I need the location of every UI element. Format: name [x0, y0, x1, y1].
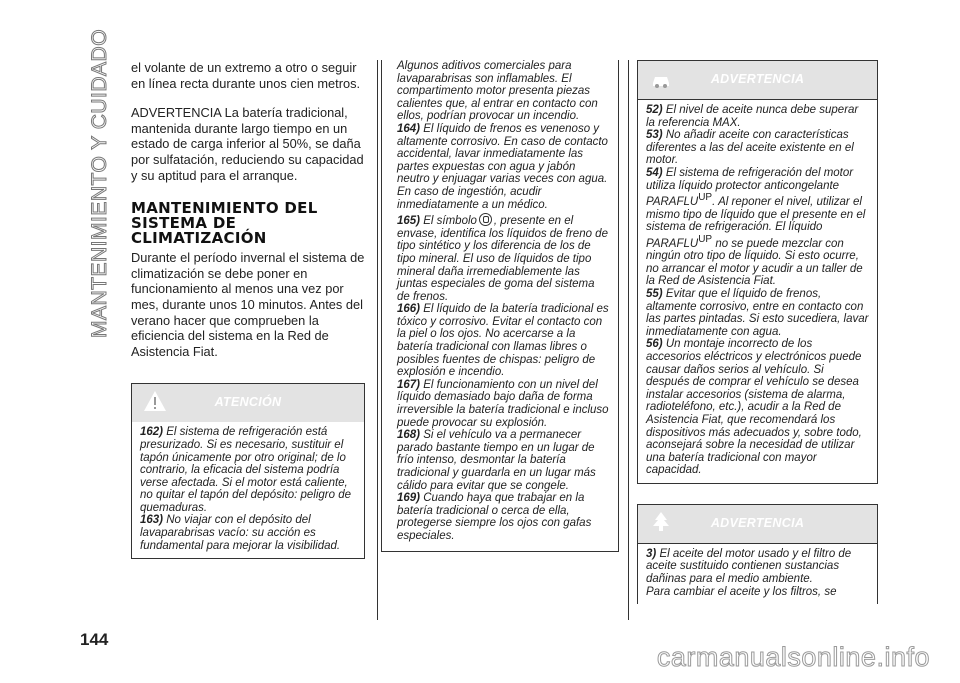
note-text: El sistema de refrigeración del motor utiliza líquido protector anticongelante PARAFLU [646, 166, 854, 208]
advertencia-env-box [637, 504, 878, 604]
advertencia-env-body [638, 544, 877, 604]
note-number: 163) [140, 514, 164, 527]
note-text: El aceite del motor usado y el filtro de aceite sustituido contienen sustancias dañinas para el medio ambiente. [646, 547, 852, 586]
atencion-title: ATENCIÓN [214, 395, 282, 410]
superscript: UP [698, 233, 713, 245]
note-number: 169) [397, 492, 421, 505]
note-text: . Al reponer el nivel, utilizar el mismo tipo de líquido que el presente en el sistema de refrigeración. El líquido PARAFLU [646, 195, 866, 250]
note-number: 165) [397, 215, 421, 228]
section-heading: MANTENIMIENTO DEL SISTEMA DE CLIMATIZACIÓN [131, 199, 318, 248]
note-number: 164) [397, 122, 421, 135]
note-number: 168) [397, 429, 421, 442]
note-text: El símbolo [423, 215, 477, 228]
note-text: Cuando haya que trabajar en la batería tradicional o cerca de ella, protegerse siempre los ojos con gafas especiales. [397, 492, 592, 542]
paragraph-battery-warning: ADVERTENCIA La batería tradicional, mantenida durante largo tiempo en un estado de carga inferior al 50%, se daña por sulfatación, reduciendo su capacidad y su aptitud para el arranque. [131, 105, 364, 183]
note-text: Algunos aditivos comerciales para lavaparabrisas son inflamables. El compartimento motor presenta piezas calientes que, al entrar en contacto con ellos, podrían provocar un incendio. [397, 60, 598, 123]
atencion-box [131, 383, 365, 559]
note-text: Evitar que el líquido de frenos, altamente corrosivo, entre en contacto con las partes pintadas. Si esto sucediera, lavar inmediatamente con agua. [646, 287, 869, 338]
note-number: 52) [646, 104, 663, 116]
note-text: No viajar con el depósito del lavaparabrisas vacío: su acción es fundamental para mejorar la visibilidad. [140, 514, 341, 552]
brake-fluid-symbol-icon [479, 213, 492, 226]
advertencia-env-title: ADVERTENCIA [710, 515, 805, 530]
warnings-continued-box [381, 60, 619, 552]
atencion-body [132, 422, 364, 558]
note-text: no se puede mezclar con ningún otro tipo de líquido. Si esto ocurre, no arrancar el motor y acudir a un taller de la Red de Asistencia Fiat. [646, 237, 863, 288]
note-text: No añadir aceite con características diferentes a las del aceite existente en el motor. [646, 129, 854, 167]
note-number: 167) [397, 378, 421, 391]
advertencia-box [637, 60, 878, 484]
note-number: 55) [646, 287, 663, 300]
note-number: 54) [646, 166, 663, 179]
superscript: UP [698, 192, 713, 204]
atencion-header [132, 384, 364, 422]
note-number: 3) [646, 547, 657, 560]
advertencia-header [638, 61, 877, 100]
page-number: 144 [80, 630, 109, 649]
column-1 [131, 60, 365, 559]
advertencia-title: ADVERTENCIA [710, 72, 805, 86]
column-divider [628, 60, 629, 620]
paragraph-climate: Durante el período invernal el sistema de climatización se debe poner en funcionamiento al menos una vez por mes, durante unos 10 minutos. Antes del verano hacer que comprueben la eficiencia del sistema en la Red de Asistencia Fiat. [131, 250, 365, 359]
paragraph-steering: el volante de un extremo a otro o seguir en línea recta durante unos cien metros. [131, 60, 361, 91]
note-text: El sistema de refrigeración está presurizado. Si es necesario, sustituir el tapón únicamente por otro original; de lo contrario, la eficacia del sistema podría verse afectada. Si el motor está caliente, no quitar el tapón del depósito: peligro de quemaduras. [140, 426, 351, 514]
note-number: 166) [397, 303, 421, 316]
advertencia-env-header [638, 505, 877, 544]
note-number: 53) [646, 129, 663, 142]
note-text: El nivel de aceite nunca debe superar la referencia MAX. [646, 104, 859, 129]
note-text: Si el vehículo va a permanecer parado bastante tiempo en un lugar de frío intenso, desmontar la batería tradicional y guardarla en un lugar más cálido para evitar que se congele. [397, 429, 596, 492]
section-side-title: MANTENIMIENTO Y CUIDADO [88, 28, 111, 338]
column-2 [381, 60, 619, 552]
note-text: El líquido de frenos es venenoso y altamente corrosivo. En caso de contacto accidental, lavar inmediatamente las partes expuestas con agua y jabón neutro y enjuagar varias veces con agua. En caso de ingestión, acudir inmediatamente a un médico. [397, 122, 608, 211]
column-divider [377, 60, 378, 620]
column-3 [637, 60, 878, 604]
warnings-continued-body [382, 60, 618, 551]
note-text: El funcionamiento con un nivel del líquido demasiado bajo daña de forma irreversible la batería tradicional e incluso puede provocar su explosión. [397, 378, 609, 429]
advertencia-body [638, 100, 877, 483]
note-text: Para cambiar el aceite y los filtros, se [646, 585, 837, 598]
note-text: Un montaje incorrecto de los accesorios eléctricos y electrónicos puede causar daños serios al vehículo. Si después de comprar el vehículo se desea instalar accesorios (sistema de alarma, radioteléfono, etc.), acudir a la Red de Asistencia Fiat, que recomendará los dispositivos más adecuados y, sobre todo, aconsejará sobre la necesidad de utilizar una batería tradicional con mayor capacidad. [646, 338, 862, 477]
note-text: , presente en el envase, identifica los líquidos de freno de tipo sintético y los diferencia de los de tipo mineral. El uso de líquidos de tipo mineral daña irremediablemente las juntas especiales de goma del sistema de frenos. [397, 215, 608, 303]
note-number: 162) [140, 426, 164, 439]
note-number: 56) [646, 338, 663, 351]
watermark: carmanualsonline.info [656, 642, 930, 672]
note-text: El líquido de la batería tradicional es tóxico y corrosivo. Evitar el contacto con la piel o los ojos. No acercarse a la batería tradicional con llamas libres o posibles fuentes de chispas: peligro de explosión e incendio. [397, 303, 609, 379]
